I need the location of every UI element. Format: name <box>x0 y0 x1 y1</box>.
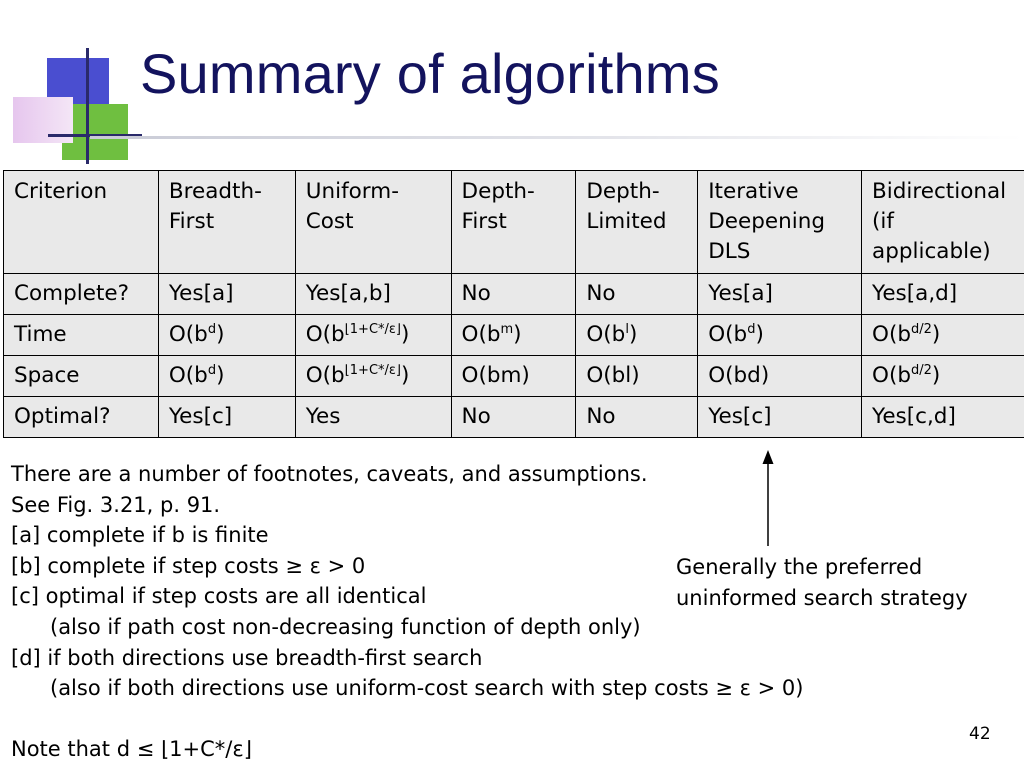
page-number: 42 <box>969 724 991 744</box>
table-row-complete <box>4 274 1024 315</box>
cell-time-iterative-deepening: $O(b^d)$ <box>698 315 862 356</box>
table-header-row <box>4 171 1024 274</box>
title-underline <box>90 136 1024 139</box>
cell-optimal-depth-limited: No <box>576 397 698 438</box>
cell-complete-uniform-cost: Yes[a,b] <box>295 274 451 315</box>
decor-vertical-line <box>86 48 89 164</box>
cell-complete-bidirectional: Yes[a,d] <box>862 274 1024 315</box>
row-label-complete: Complete? <box>4 274 159 315</box>
note-line: (also if both directions use uniform-cost search with step costs ≥ ε > 0) <box>50 676 804 701</box>
note-spacer <box>11 704 803 734</box>
table-row-optimal <box>4 397 1024 438</box>
table-row-time <box>4 315 1024 356</box>
header-iterative-deepening: Iterative Deepening DLS <box>698 171 862 274</box>
cell-complete-depth-first: No <box>451 274 576 315</box>
cell-optimal-depth-first: No <box>451 397 576 438</box>
cell-optimal-uniform-cost: Yes <box>295 397 451 438</box>
callout-text: Generally the preferred uninformed search strategy <box>676 555 968 610</box>
header-criterion: Criterion <box>4 171 159 274</box>
arrow-up-icon <box>761 450 775 550</box>
note-line: (also if path cost non-decreasing function of depth only) <box>50 614 641 639</box>
cell-complete-depth-limited: No <box>576 274 698 315</box>
cell-space-iterative-deepening: O(bd) <box>698 356 862 397</box>
cell-optimal-breadth-first: Yes[c] <box>158 397 295 438</box>
cell-time-breadth-first: $O(b^d)$ <box>158 315 295 356</box>
cell-time-depth-first: $O(b^m)$ <box>451 315 576 356</box>
cell-space-uniform-cost: $O(b^{⌊1+C*/\varepsilon⌋})$ <box>295 356 451 397</box>
header-bidirectional: Bidirectional (if applicable) <box>862 171 1024 274</box>
row-label-optimal: Optimal? <box>4 397 159 438</box>
header-depth-limited: Depth- Limited <box>576 171 698 274</box>
cell-complete-breadth-first: Yes[a] <box>158 274 295 315</box>
header-depth-first: Depth- First <box>451 171 576 274</box>
note-line: [a] complete if b is finite <box>11 523 269 548</box>
cell-time-bidirectional: $O(b^{d/2})$ <box>862 315 1024 356</box>
note-line: There are a number of footnotes, caveats, and assumptions. <box>11 462 648 486</box>
note-line: [d] if both directions use breadth-first search <box>11 645 483 670</box>
cell-optimal-bidirectional: Yes[c,d] <box>862 397 1024 438</box>
header-uniform-cost: Uniform- Cost <box>295 171 451 274</box>
slide-title: Summary of algorithms <box>140 42 720 105</box>
cell-space-depth-first: O(bm) <box>451 356 576 397</box>
note-line: [c] optimal if step costs are all identical <box>11 584 427 609</box>
cell-time-uniform-cost: $O(b^{⌊1+C*/\varepsilon⌋})$ <box>295 315 451 356</box>
note-line: [b] complete if step costs ≥ ε > 0 <box>11 553 366 578</box>
cell-optimal-iterative-deepening: Yes[c] <box>698 397 862 438</box>
cell-time-depth-limited: $O(b^l)$ <box>576 315 698 356</box>
row-label-space: Space <box>4 356 159 397</box>
note-line: See Fig. 3.21, p. 91. <box>11 492 221 517</box>
algorithm-summary-table <box>3 170 1024 438</box>
note-line: Note that d ≤ ⌊1+C*/ε⌋ <box>11 736 252 761</box>
cell-space-depth-limited: O(bl) <box>576 356 698 397</box>
header-breadth-first: Breadth- First <box>158 171 295 274</box>
cell-space-bidirectional: $O(b^{d/2})$ <box>862 356 1024 397</box>
cell-complete-iterative-deepening: Yes[a] <box>698 274 862 315</box>
cell-space-breadth-first: $O(b^d)$ <box>158 356 295 397</box>
table-row-space <box>4 356 1024 397</box>
row-label-time: Time <box>4 315 159 356</box>
